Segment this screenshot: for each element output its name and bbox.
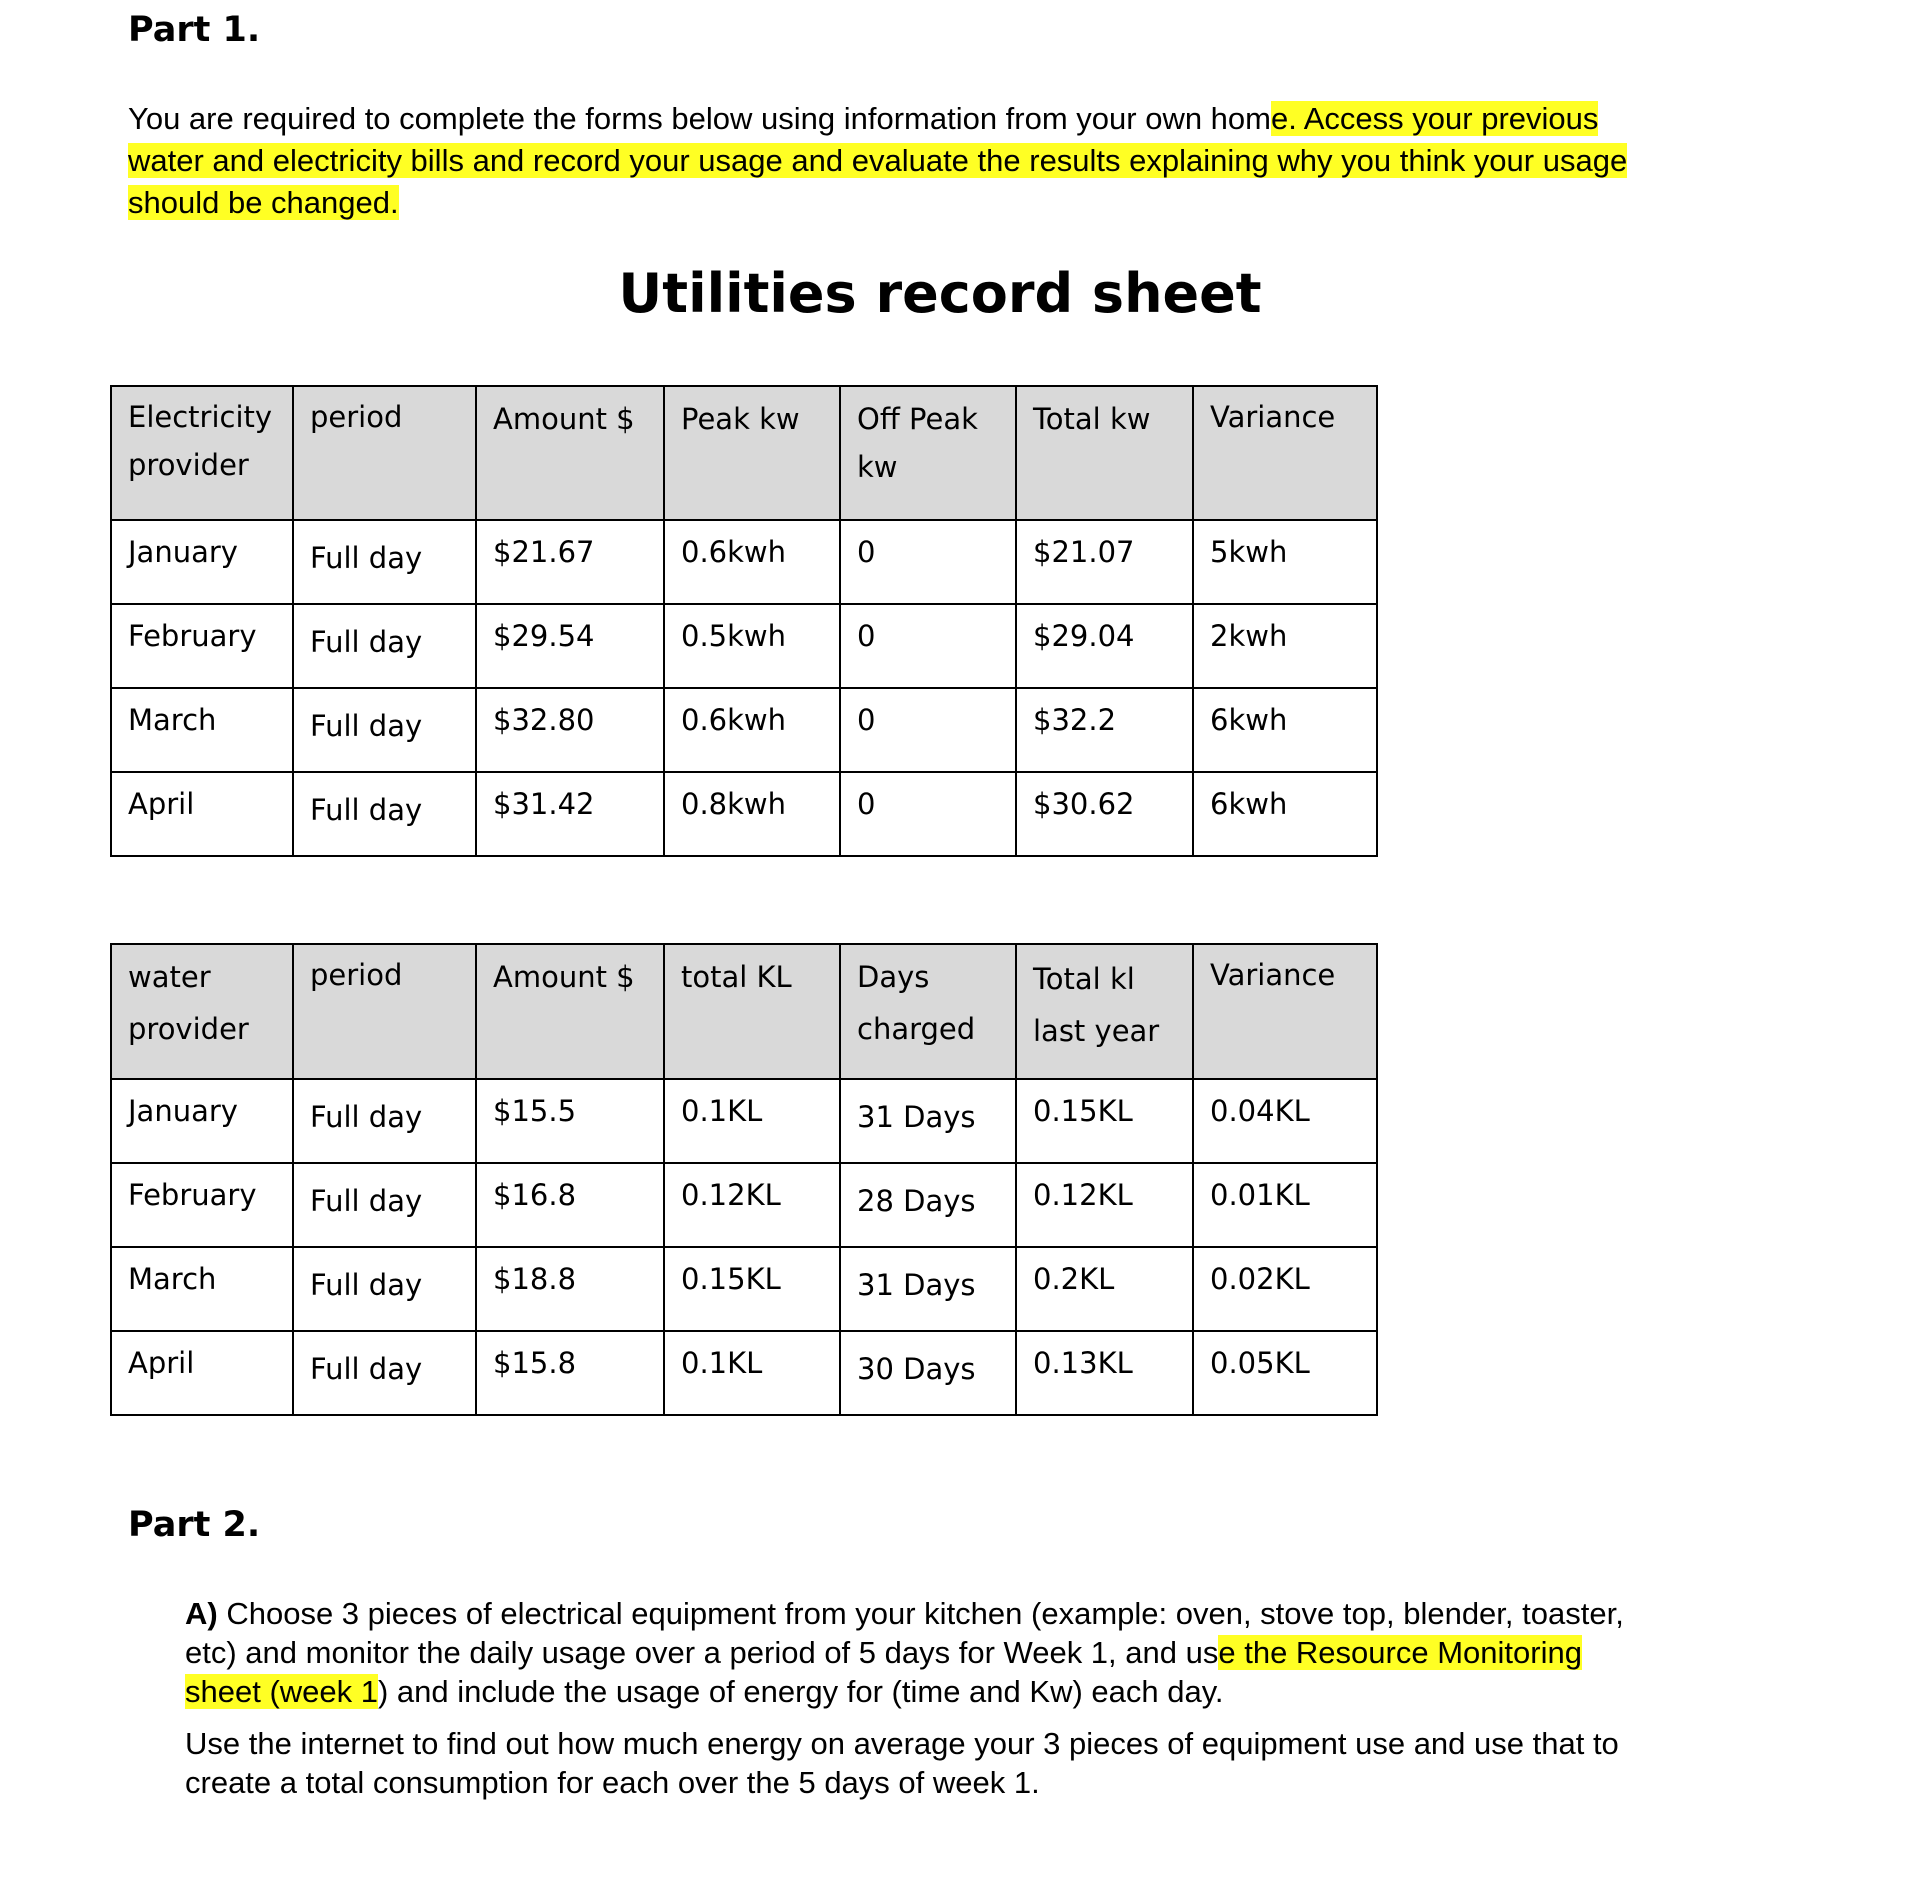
table-cell: January (111, 1079, 293, 1163)
intro-highlight: e. Access your previous (1271, 101, 1599, 136)
table-header-row (111, 386, 1377, 520)
intro-highlight: water and electricity bills and record your usage and evaluate the results explaining why you think your usage (128, 143, 1628, 178)
part2-text: etc) and monitor the daily usage over a period of 5 days for Week 1, and us (185, 1635, 1219, 1670)
table-cell: 6kwh (1193, 772, 1377, 856)
table-header-cell: Total kw (1016, 386, 1193, 520)
table-header-cell: Peak kw (664, 386, 840, 520)
table-cell: Full day (293, 772, 476, 856)
table-cell: 5kwh (1193, 520, 1377, 604)
part2-text: Choose 3 pieces of electrical equipment from your kitchen (example: oven, stove top, blender, toaster, (217, 1596, 1624, 1631)
table-cell: 0 (840, 688, 1016, 772)
table-cell: $31.42 (476, 772, 664, 856)
table-header-cell: Days charged (840, 944, 1016, 1079)
part2-instructions-a (185, 1594, 1905, 1711)
intro-highlight: should be changed. (128, 185, 399, 220)
table-cell: $15.5 (476, 1079, 664, 1163)
part1-heading: Part 1. (128, 10, 261, 50)
table-cell: 0 (840, 520, 1016, 604)
part2-highlight: e the Resource Monitoring (1218, 1635, 1582, 1670)
table-cell: 0.12KL (1016, 1163, 1193, 1247)
table-cell: 0.05KL (1193, 1331, 1377, 1415)
table-cell: 0 (840, 604, 1016, 688)
table-cell: February (111, 604, 293, 688)
table-cell: 0.5kwh (664, 604, 840, 688)
table-cell: $21.07 (1016, 520, 1193, 604)
table-header-cell: period (293, 386, 476, 520)
table-cell: 0.13KL (1016, 1331, 1193, 1415)
table-header-cell: Total kl last year (1016, 944, 1193, 1079)
table-row (111, 1079, 1377, 1163)
table-row (111, 772, 1377, 856)
page-title: Utilities record sheet (618, 262, 1262, 325)
part2-text: create a total consumption for each over the 5 days of week 1. (185, 1765, 1040, 1800)
table-cell: March (111, 1247, 293, 1331)
water-table (110, 943, 1378, 1416)
table-cell: 0.15KL (1016, 1079, 1193, 1163)
table-cell: Full day (293, 688, 476, 772)
table-header-cell: period (293, 944, 476, 1079)
table-header-cell: Electricity provider (111, 386, 293, 520)
table-cell: $15.8 (476, 1331, 664, 1415)
table-row (111, 1247, 1377, 1331)
table-row (111, 1163, 1377, 1247)
table-cell: February (111, 1163, 293, 1247)
table-cell: 0.8kwh (664, 772, 840, 856)
table-header-cell: Variance (1193, 944, 1377, 1079)
table-cell: $29.54 (476, 604, 664, 688)
table-cell: $21.67 (476, 520, 664, 604)
table-header-cell: Off Peak kw (840, 386, 1016, 520)
table-cell: Full day (293, 1079, 476, 1163)
table-cell: March (111, 688, 293, 772)
table-row (111, 688, 1377, 772)
table-cell: April (111, 772, 293, 856)
table-row (111, 520, 1377, 604)
item-label-a: A) (185, 1596, 218, 1631)
table-header-cell: Amount $ (476, 386, 664, 520)
table-cell: 0.6kwh (664, 520, 840, 604)
table-header-cell: total KL (664, 944, 840, 1079)
table-cell: 0.1KL (664, 1331, 840, 1415)
table-header-cell: Amount $ (476, 944, 664, 1079)
table-cell: Full day (293, 604, 476, 688)
part2-instructions-b (185, 1724, 1905, 1802)
part2-text: ) and include the usage of energy for (time and Kw) each day. (378, 1674, 1224, 1709)
table-row (111, 604, 1377, 688)
table-cell: 0.2KL (1016, 1247, 1193, 1331)
table-cell: Full day (293, 1331, 476, 1415)
table-cell: 28 Days (840, 1163, 1016, 1247)
table-cell: $30.62 (1016, 772, 1193, 856)
table-cell: April (111, 1331, 293, 1415)
table-cell: $32.80 (476, 688, 664, 772)
table-cell: $18.8 (476, 1247, 664, 1331)
table-cell: 0 (840, 772, 1016, 856)
table-cell: 0.1KL (664, 1079, 840, 1163)
table-cell: Full day (293, 1247, 476, 1331)
table-cell: 0.12KL (664, 1163, 840, 1247)
table-cell: 0.01KL (1193, 1163, 1377, 1247)
intro-text: You are required to complete the forms below using information from your own hom (128, 101, 1271, 136)
table-header-cell: water provider (111, 944, 293, 1079)
table-cell: 31 Days (840, 1247, 1016, 1331)
part2-heading: Part 2. (128, 1505, 261, 1545)
table-cell: 0.02KL (1193, 1247, 1377, 1331)
table-cell: 0.15KL (664, 1247, 840, 1331)
table-cell: 0.04KL (1193, 1079, 1377, 1163)
table-cell: 0.6kwh (664, 688, 840, 772)
table-cell: January (111, 520, 293, 604)
table-cell: 2kwh (1193, 604, 1377, 688)
part1-intro (128, 98, 1908, 224)
table-cell: 30 Days (840, 1331, 1016, 1415)
table-header-row (111, 944, 1377, 1079)
table-cell: 31 Days (840, 1079, 1016, 1163)
table-cell: $32.2 (1016, 688, 1193, 772)
table-header-cell: Variance (1193, 386, 1377, 520)
part2-text: Use the internet to find out how much energy on average your 3 pieces of equipment use and use that to (185, 1726, 1619, 1761)
table-cell: $29.04 (1016, 604, 1193, 688)
electricity-table (110, 385, 1378, 857)
table-cell: $16.8 (476, 1163, 664, 1247)
table-cell: Full day (293, 1163, 476, 1247)
part2-highlight: sheet (week 1 (185, 1674, 378, 1709)
table-cell: Full day (293, 520, 476, 604)
table-row (111, 1331, 1377, 1415)
table-cell: 6kwh (1193, 688, 1377, 772)
